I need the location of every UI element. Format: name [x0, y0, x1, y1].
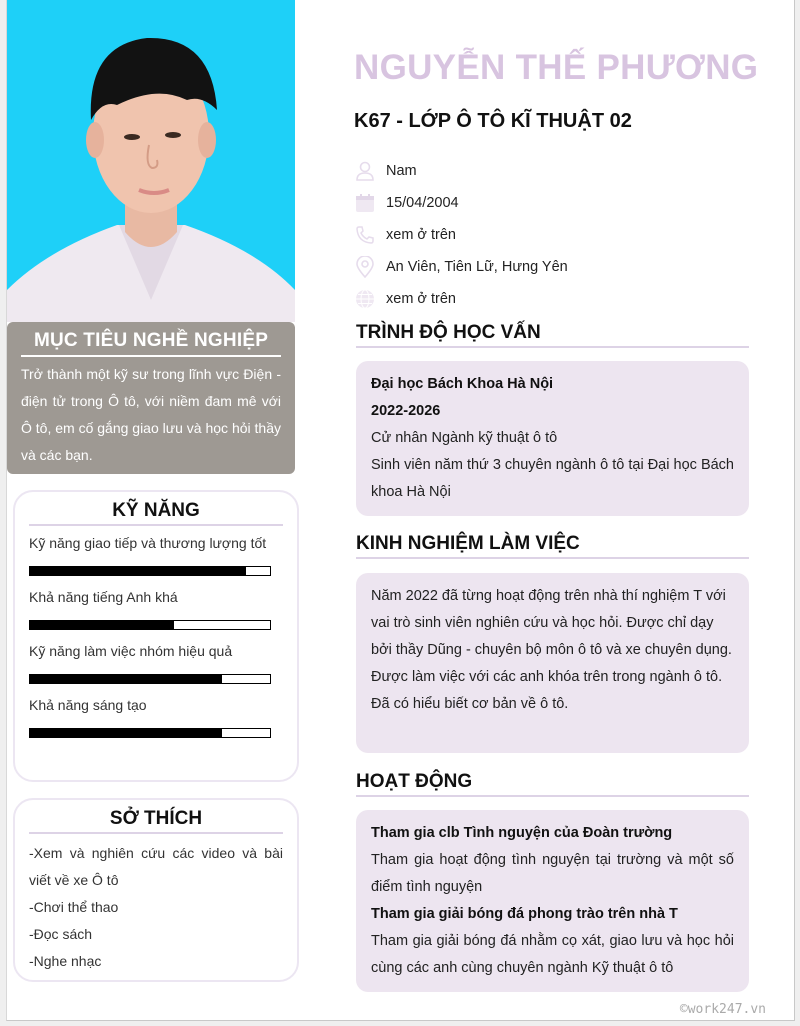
- skill-item: [29, 586, 283, 630]
- experience-title: KINH NGHIỆM LÀM VIỆC: [356, 533, 749, 559]
- education-box: [356, 361, 749, 516]
- candidate-class: K67 - LỚP Ô TÔ KĨ THUẬT 02: [354, 110, 632, 132]
- activity-heading: Tham gia giải bóng đá phong trào trên nhà T: [371, 906, 678, 922]
- skill-item: [29, 640, 283, 684]
- info-value: xem ở trên: [386, 291, 456, 307]
- skill-level-bar: [29, 674, 271, 684]
- activities-title: HOẠT ĐỘNG: [356, 771, 749, 797]
- skill-item: [29, 532, 283, 576]
- experience-box: [356, 573, 749, 753]
- education-years: 2022-2026: [371, 403, 441, 419]
- info-gender: [354, 155, 568, 187]
- info-value: An Viên, Tiên Lữ, Hưng Yên: [386, 259, 568, 275]
- education-degree: Cử nhân Ngành kỹ thuật ô tô: [371, 430, 558, 446]
- career-objective-section: [7, 322, 295, 474]
- experience-text: Năm 2022 đã từng hoạt động trên nhà thí nghiệm T với vai trò sinh viên nghiên cứu và học hỏi. Được chỉ dạy bởi thầy Dũng - chuyên bộ môn ô tô và xe chuyên dụng. Được làm việc với các anh khóa trên trong ngành ô tô. Đã có hiểu biết cơ bản về ô tô.: [371, 588, 732, 712]
- info-value: xem ở trên: [386, 227, 456, 243]
- skill-item: [29, 694, 283, 738]
- activity-text: Tham gia giải bóng đá nhằm cọ xát, giao lưu và học hỏi cùng các anh cùng chuyên ngành Kỹ thuật ô tô: [371, 933, 734, 976]
- skills-section: [13, 490, 299, 782]
- education-title: TRÌNH ĐỘ HỌC VẤN: [356, 322, 749, 348]
- skill-label: Khả năng sáng tạo: [29, 697, 147, 713]
- skills-title: KỸ NĂNG: [29, 500, 283, 526]
- hobby-item: -Xem và nghiên cứu các video và bài viết về xe Ô tô: [29, 845, 283, 888]
- activity-text: Tham gia hoạt động tình nguyện tại trường và một số điểm tình nguyện: [371, 852, 734, 895]
- info-address: [354, 251, 568, 283]
- skill-label: Kỹ năng làm việc nhóm hiệu quả: [29, 643, 233, 659]
- profile-photo: [7, 0, 295, 322]
- person-icon: [354, 160, 376, 182]
- info-value: Nam: [386, 163, 417, 179]
- cv-page: [6, 0, 795, 1021]
- info-phone: [354, 219, 568, 251]
- info-birthdate: [354, 187, 568, 219]
- skill-level-bar: [29, 566, 271, 576]
- hobby-item: -Nghe nhạc: [29, 953, 102, 969]
- location-pin-icon: [354, 256, 376, 278]
- watermark: ©work247.vn: [679, 1002, 766, 1017]
- activities-box: [356, 810, 749, 992]
- globe-icon: [354, 288, 376, 310]
- phone-icon: [354, 224, 376, 246]
- activity-heading: Tham gia clb Tình nguyện của Đoàn trường: [371, 825, 673, 841]
- objective-text: Trở thành một kỹ sư trong lĩnh vực Điện - điện tử trong Ô tô, với niềm đam mê với Ô tô, em cố gắng giao lưu và học hỏi thầy và các bạn.: [21, 366, 281, 463]
- education-description: Sinh viên năm thứ 3 chuyên ngành ô tô tại Đại học Bách khoa Hà Nội: [371, 457, 734, 500]
- education-school: Đại học Bách Khoa Hà Nội: [371, 376, 554, 392]
- hobbies-section: [13, 798, 299, 982]
- skill-level-bar: [29, 728, 271, 738]
- skill-label: Khả năng tiếng Anh khá: [29, 589, 178, 605]
- info-website: [354, 283, 568, 315]
- candidate-name: NGUYỄN THẾ PHƯƠNG: [354, 48, 759, 87]
- hobby-item: -Chơi thể thao: [29, 899, 119, 915]
- info-value: 15/04/2004: [386, 195, 459, 211]
- skill-label: Kỹ năng giao tiếp và thương lượng tốt: [29, 535, 267, 551]
- calendar-icon: [354, 192, 376, 214]
- hobby-item: -Đọc sách: [29, 926, 93, 942]
- hobbies-title: SỞ THÍCH: [29, 808, 283, 834]
- objective-title: MỤC TIÊU NGHỀ NGHIỆP: [21, 330, 281, 357]
- personal-info-list: [354, 155, 568, 315]
- skill-level-bar: [29, 620, 271, 630]
